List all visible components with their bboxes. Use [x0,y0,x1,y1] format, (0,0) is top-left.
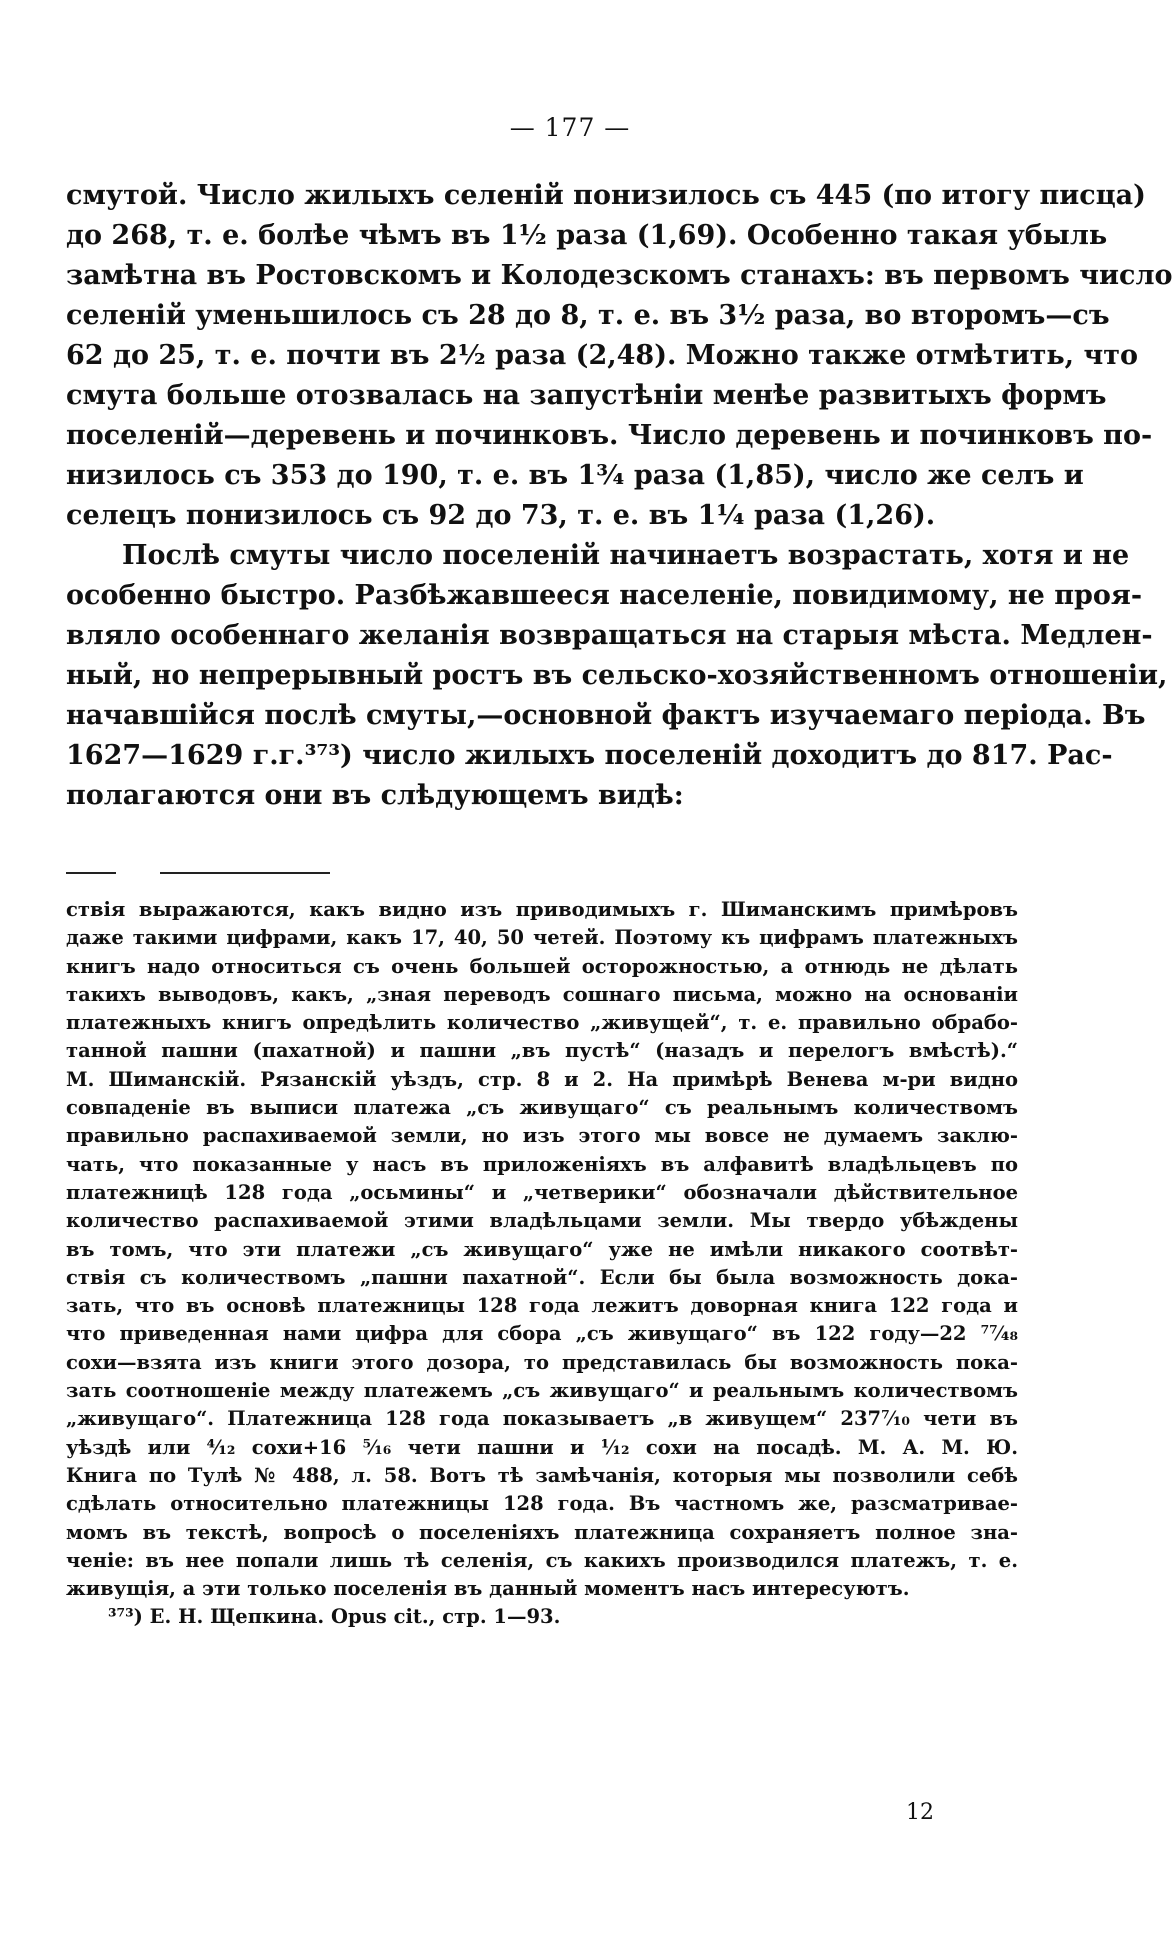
footnote-line: книгъ надо относиться съ очень большей осторожностью, а отнюдь не дѣлать [66,954,1018,978]
footnote-separator [66,872,366,874]
footnote-line: правильно распахиваемой земли, но изъ этого мы вовсе не думаемъ заклю- [66,1124,1018,1148]
page-number-header: — 177 — [509,113,631,142]
footnote-line: такихъ выводовъ, какъ, „зная переводъ сошнаго письма, можно на основаніи [66,982,1018,1006]
text-line: поселеній—деревень и починковъ. Число деревень и починковъ по- [66,420,1153,451]
text-line: 62 до 25, т. е. почти въ 2½ раза (2,48). Можно также отмѣтить, что [66,340,1138,371]
footnote-line: живущія, а эти только поселенія въ данный моментъ насъ интересуютъ. [66,1577,910,1601]
text-line: полагаются они въ слѣдующемъ видѣ: [66,780,684,811]
footnote-line: ствія выражаются, какъ видно изъ приводимыхъ г. Шиманскимъ примѣровъ [66,898,1018,921]
footnote-line: М. Шиманскій. Рязанскій уѣздъ, стр. 8 и 2. На примѣрѣ Венева м-ри видно [66,1067,1018,1091]
main-text [66,176,1173,816]
footnote-line: количество распахиваемой этими владѣльцами земли. Мы твердо убѣждены [66,1209,1018,1233]
text-line: селецъ понизилось съ 92 до 73, т. е. въ 1¼ раза (1,26). [66,500,936,531]
text-line: селеній уменьшилось съ 28 до 8, т. е. въ 3½ раза, во второмъ—съ [66,300,1110,331]
text-line: ный, но непрерывный ростъ въ сельско-хозяйственномъ отношеніи, [66,660,1168,691]
footnote-line: чать, что показанные у насъ въ приложеніяхъ въ алфавитѣ владѣльцевъ по [66,1152,1018,1176]
text-line: вляло особеннаго желанія возвращаться на старыя мѣста. Медлен- [66,620,1153,651]
footnote-line: Книга по Тулѣ № 488, л. 58. Вотъ тѣ замѣчанія, которыя мы позволили себѣ [66,1463,1018,1487]
footnote-line: сохи—взята изъ книги этого дозора, то представилась бы возможность пока- [66,1350,1018,1374]
text-line: смута больше отозвалась на запустѣніи менѣе развитыхъ формъ [66,380,1107,411]
footnote-line: танной пашни (пахатной) и пашни „въ пустѣ“ (назадъ и перелогъ вмѣстѣ).“ [66,1039,1018,1063]
footnote-373: ³⁷³) Е. Н. Щепкина. Opus cit., стр. 1—93. [108,1605,561,1629]
text-line: до 268, т. е. болѣе чѣмъ въ 1½ раза (1,69). Особенно такая убыль [66,220,1108,251]
text-line: особенно быстро. Разбѣжавшееся населеніе, повидимому, не проя- [66,580,1143,611]
separator-rule [66,872,116,874]
text-line: смутой. Число жилыхъ селеній понизилось съ 445 (по итогу писца) [66,180,1146,211]
paragraph-start-line: Послѣ смуты число поселеній начинаетъ возрастать, хотя и не [122,540,1130,571]
footnote-line: „живущаго“. Платежница 128 года показываетъ „в живущем“ 237⁷⁄₁₀ чети въ [66,1407,1018,1431]
printer-signature-mark: 12 [906,1800,934,1825]
footnote-line: зать, что въ основѣ платежницы 128 года лежитъ доворная книга 122 года и [66,1294,1018,1318]
separator-rule [160,872,330,874]
footnote-line: совпаденіе въ выписи платежа „съ живущаго“ съ реальнымъ количествомъ [66,1096,1018,1120]
footnote-line: въ томъ, что эти платежи „съ живущаго“ уже не имѣли никакого соотвѣт- [66,1237,1018,1261]
footnote-line: момъ въ текстѣ, вопросѣ о поселеніяхъ платежница сохраняетъ полное зна- [66,1520,1018,1544]
text-line: 1627—1629 г.г.³⁷³) число жилыхъ поселеній доходитъ до 817. Рас- [66,740,1113,771]
footnote-line: платежныхъ книгъ опредѣлить количество „живущей“, т. е. правильно обрабо- [66,1011,1018,1035]
footnote-line: ствія съ количествомъ „пашни пахатной“. Если бы была возможность дока- [66,1265,1018,1289]
footnote-line: что приведенная нами цифра для сбора „съ живущаго“ въ 122 году—22 ⁷⁷⁄₄₈ [66,1322,1018,1346]
footnote-line: платежницѣ 128 года „осьмины“ и „четверики“ обозначали дѣйствительное [66,1180,1018,1204]
footnote-line: ченіе: въ нее попали лишь тѣ селенія, съ какихъ производился платежъ, т. е. [66,1548,1018,1572]
footnote-line: зать соотношеніе между платежемъ „съ живущаго“ и реальнымъ количествомъ [66,1379,1018,1403]
footnote-line: уѣздѣ или ⁴⁄₁₂ сохи+16 ⁵⁄₁₆ чети пашни и ¹⁄₁₂ сохи на посадѣ. М. А. М. Ю. [66,1435,1018,1459]
text-line: замѣтна въ Ростовскомъ и Колодезскомъ станахъ: въ первомъ число [66,260,1173,291]
footnote-line: сдѣлать относительно платежницы 128 года. Въ частномъ же, разсматривае- [66,1492,1018,1516]
text-line: начавшійся послѣ смуты,—основной фактъ изучаемаго періода. Въ [66,700,1146,731]
footnotes [66,896,1018,1632]
text-line: низилось съ 353 до 190, т. е. въ 1¾ раза (1,85), число же селъ и [66,460,1084,491]
footnote-line: даже такими цифрами, какъ 17, 40, 50 четей. Поэтому къ цифрамъ платежныхъ [66,926,1018,950]
